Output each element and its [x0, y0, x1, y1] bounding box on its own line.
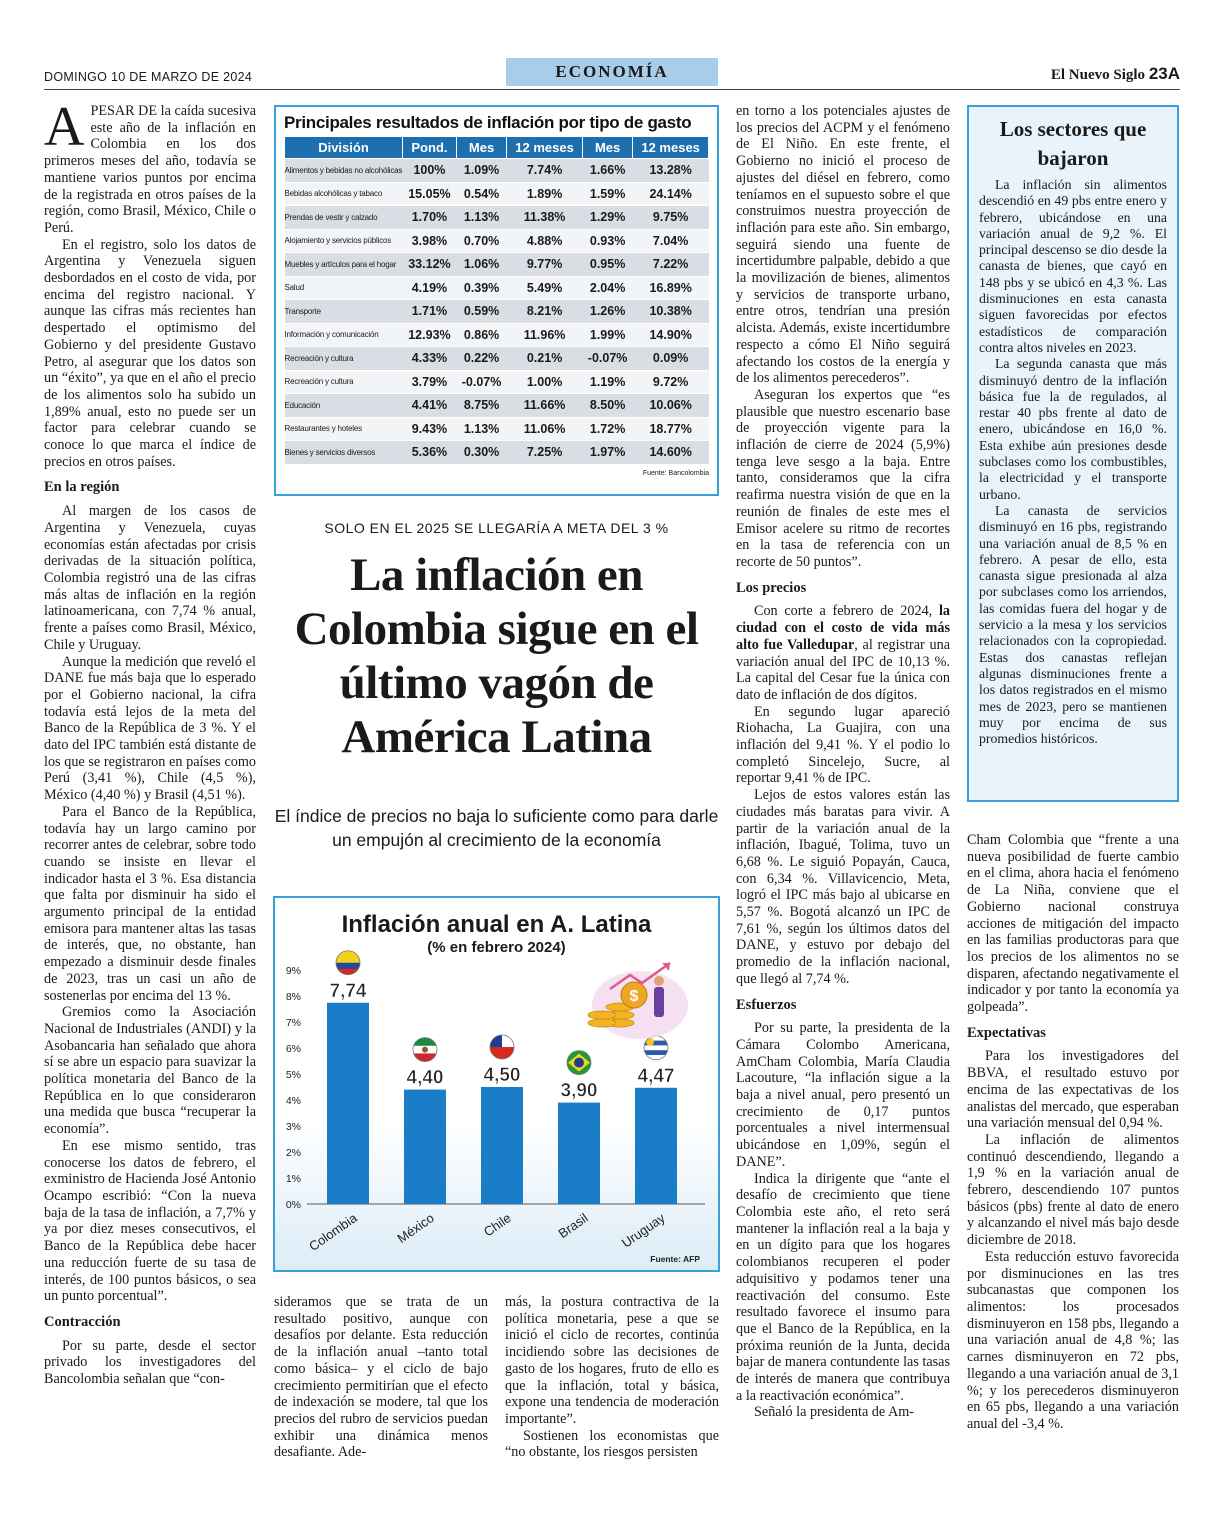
- table-cell: 4.41%: [403, 394, 457, 418]
- table-cell: 1.71%: [403, 300, 457, 324]
- brand-name: El Nuevo Siglo: [1050, 67, 1146, 83]
- subheading: Los precios: [736, 579, 807, 596]
- article-paragraph: más, la postura contractiva de la política monetaria, pese a que se inició el ciclo de recortes, continúa incidiendo sobre las decisiones de gasto de los hogares, fruto de ello es que la inflación, total y básica, expone una tendencia de moderación importante”.: [505, 1294, 719, 1427]
- table-cell: 9.77%: [507, 253, 583, 277]
- chart-source: Fuente: AFP: [650, 1254, 700, 1264]
- article-paragraph: La inflación de alimentos continuó descendiendo, llegando a 1,9 % en la variación anual de febrero, descendiendo 107 puntos básicos (pbs) frente al dato de enero y alcanzando el nivel más bajo desde diciembre de 2018.: [967, 1131, 1179, 1249]
- article-paragraph: Por su parte, desde el sector privado los investigadores del Bancolombia señalan que “con-: [44, 1337, 256, 1388]
- table-row-label: Alojamiento y servicios públicos: [285, 229, 403, 253]
- y-tick-label: 5%: [285, 1069, 301, 1081]
- table-column-header: Mes: [456, 137, 506, 159]
- table-cell: 1.66%: [582, 159, 632, 183]
- table-cell: 1.59%: [582, 182, 632, 206]
- x-tick-label: Colombia: [306, 1210, 360, 1254]
- table-row-label: Recreación y cultura: [285, 370, 403, 394]
- table-cell: 15.05%: [403, 182, 457, 206]
- article-column-5: [967, 832, 1179, 1464]
- table-cell: 0.86%: [456, 323, 506, 347]
- table-cell: 16.89%: [633, 276, 709, 300]
- table-cell: 11.66%: [507, 394, 583, 418]
- table-cell: 13.28%: [633, 159, 709, 183]
- table-row-label: Salud: [285, 276, 403, 300]
- table-row-label: Transporte: [285, 300, 403, 324]
- data-label: 7,74: [329, 980, 367, 1002]
- table-cell: 1.19%: [582, 370, 632, 394]
- chart-bar: [404, 1090, 446, 1204]
- table-cell: 10.06%: [633, 394, 709, 418]
- table-cell: 10.38%: [633, 300, 709, 324]
- table-row: [285, 229, 709, 253]
- article-paragraph: Para el Banco de la República, todavía hay un largo camino por recorrer antes de celebrar, sobre todo cuando se insiste en llevar el indicador hasta el 3 %. Esa distancia que falta por disminuir ha sido el argumento principal de la entidad emisora para mantener altas las tasas de interés, que, no obstante, han empezado a disminuir desde finales de 2023, tras un casi un año de sostenerlas por encima del 13 %.: [44, 803, 256, 1004]
- subheading: Esfuerzos: [736, 996, 797, 1013]
- table-cell: 3.98%: [403, 229, 457, 253]
- table-row: [285, 417, 709, 441]
- article-paragraph: Esta reducción estuvo favorecida por disminuciones en las tres subcanastas que componen los alimentos: los procesados disminuyeron en 158 pbs, llegando a una variación anual de 4,8 %; las carnes disminuyeron en 72 pbs, llegando a una variación anual de 3,1 %; y los perecederos disminuyeron en 65 pbs, llegando a una variación anual del -3,4 %.: [967, 1248, 1179, 1432]
- sidebar-title: Los sectores que bajaron: [999, 117, 1147, 170]
- table-row-label: Muebles y artículos para el hogar: [285, 253, 403, 277]
- chart-bar: [635, 1088, 677, 1204]
- sidebar-text: [979, 177, 1167, 747]
- article-paragraph: Sostienen los economistas que “no obstante, los riesgos persisten: [505, 1427, 719, 1461]
- deck: El índice de precios no baja lo suficiente como para darle un empujón al crecimiento de la economía: [274, 806, 719, 850]
- data-label: 4,50: [483, 1065, 521, 1086]
- y-tick-label: 7%: [285, 1017, 301, 1029]
- table-cell: 33.12%: [403, 253, 457, 277]
- table-cell: 2.04%: [582, 276, 632, 300]
- table-cell: 1.09%: [456, 159, 506, 183]
- article-paragraph: en torno a los potenciales ajustes de los precios del ACPM y el fenómeno de El Niño. En este frente, el Gobierno no inició el proceso de ajustes del diésel en febrero, como teníamos en el supuesto sobre el que construimos nuestra proyección de inflación para este año. Sin embargo, seguirá siendo una fuente de incertidumbre palpable, debido a que la movilización de bienes, alimentos y servicios de transporte urbano, entre otros, tendrían una presión alcista. Además, existe incertidumbre respecto a cómo El Niño seguirá afectando los costos de la energía y de los alimentos perecederos”.: [736, 103, 950, 387]
- headline: La inflación en Colombia sigue en el último vagón de América Latina: [294, 549, 699, 763]
- x-tick-label: Uruguay: [618, 1210, 668, 1251]
- drop-cap: A: [44, 103, 85, 158]
- table-cell: 3.79%: [403, 370, 457, 394]
- text-run: Con corte a febrero de 2024,: [754, 603, 939, 620]
- table-cell: 8.21%: [507, 300, 583, 324]
- table-column-header: Mes: [582, 137, 632, 159]
- table-cell: 14.90%: [633, 323, 709, 347]
- x-tick-label: Brasil: [555, 1210, 591, 1242]
- table-cell: 1.89%: [507, 182, 583, 206]
- table-column-header: 12 meses: [507, 137, 583, 159]
- table-row-label: Alimentos y bebidas no alcohólicas: [285, 159, 403, 183]
- table-cell: -0.07%: [582, 347, 632, 371]
- x-tick-label: México: [394, 1210, 437, 1247]
- table-cell: 1.00%: [507, 370, 583, 394]
- table-row: [285, 347, 709, 371]
- page-number: 23A: [1148, 64, 1180, 83]
- table-cell: 1.97%: [582, 441, 632, 465]
- subheading: Expectativas: [967, 1024, 1046, 1041]
- table-cell: 9.43%: [403, 417, 457, 441]
- table-title: Principales resultados de inflación por tipo de gasto: [284, 113, 692, 132]
- table-cell: 11.38%: [507, 206, 583, 230]
- table-cell: 7.25%: [507, 441, 583, 465]
- table-cell: 0.39%: [456, 276, 506, 300]
- article-paragraph: Para los investigadores del BBVA, el resultado estuvo por encima de las expectativas de los analistas del mercado, que esperaban una variación mensual del 0,94 %.: [967, 1048, 1179, 1132]
- table-source: Fuente: Bancolombia: [642, 469, 709, 477]
- article-paragraph: En ese mismo sentido, tras conocerse los datos de febrero, el exministro de Hacienda José Antonio Ocampo escribió: “Con la nueva baja de la tasa de inflación, a 7,7% y ya por diez meses consecutivos, el Banco de la República debe hacer una reducción fuerte de su tasa de interés, de 100 puntos básicos, o sea un punto porcentual”.: [44, 1137, 256, 1305]
- table-row: [285, 323, 709, 347]
- y-tick-label: 8%: [285, 991, 301, 1003]
- table-cell: 0.70%: [456, 229, 506, 253]
- table-column-header: 12 meses: [633, 137, 709, 159]
- person-head-icon: [654, 976, 664, 986]
- table-cell: 24.14%: [633, 182, 709, 206]
- article-paragraph: En el registro, solo los datos de Argentina y Venezuela siguen desbordados en el costo de vida, por encima del registro nacional. Y aunque las cifras más recientes han despertado el optimismo del Gobierno y del presidente Gustavo Petro, al asegurar que los datos son un “éxito”, ya que en el año el precio de los alimentos solo ha subido un 1,89% anual, esto no puede ser un factor para celebrar cuando se conoce lo que marca el índice de precios en otros países.: [44, 236, 256, 470]
- chart-bar: [481, 1087, 523, 1204]
- data-label: 4,40: [406, 1067, 444, 1089]
- table-row-label: Bienes y servicios diversos: [285, 441, 403, 465]
- y-tick-label: 2%: [285, 1147, 301, 1159]
- table-row: [285, 253, 709, 277]
- table-cell: 9.72%: [633, 370, 709, 394]
- table-cell: -0.07%: [456, 370, 506, 394]
- table-cell: 7.74%: [507, 159, 583, 183]
- sidebar-box: [967, 105, 1179, 802]
- person-figure-icon: [654, 987, 664, 1017]
- article-paragraph: Cham Colombia que “frente a una nueva posibilidad de fuerte cambio en el clima, ahora hacia el fenómeno de La Niña, conviene que el Gobierno nacional construya acciones de mitigación del impacto en las familias productoras para que los precios de los alimentos no se disparen, afectando negativamente el indicador y por tanto la economía ya golpeada”.: [967, 832, 1179, 1016]
- table-cell: 18.77%: [633, 417, 709, 441]
- article-column-2: [274, 1294, 488, 1464]
- table-cell: 0.22%: [456, 347, 506, 371]
- table-row-label: Recreación y cultura: [285, 347, 403, 371]
- table-cell: 0.21%: [507, 347, 583, 371]
- table-cell: 7.22%: [633, 253, 709, 277]
- table-cell: 1.99%: [582, 323, 632, 347]
- chart-title: Inflación anual en A. Latina: [341, 911, 652, 938]
- table-row-label: Restaurantes y hoteles: [285, 417, 403, 441]
- article-column-4: [736, 103, 950, 1463]
- table-row-label: Bebidas alcohólicas y tabaco: [285, 182, 403, 206]
- header-rule: [44, 89, 1180, 90]
- chart-bar: [558, 1103, 600, 1204]
- article-paragraph: Gremios como la Asociación Nacional de Industriales (ANDI) y la Asobancaria han señalado que ahora sí se abre un espacio para suavizar la política monetaria del Banco de la República en lo que consideraron una medida que busca “recuperar la economía”.: [44, 1004, 256, 1138]
- x-tick-label: Chile: [480, 1210, 514, 1240]
- bar-chart: [273, 896, 720, 1272]
- article-paragraph: Por su parte, la presidenta de la Cámara Colombo Americana, AmCham Colombia, María Claudia Lacouture, “la inflación sigue a la baja a nivel anual, pero presentó un crecimiento de 0,17 puntos porcentuales a nivel intermensual ubicándose en 1,09%, según el DANE”.: [736, 1020, 950, 1170]
- table-cell: 1.13%: [456, 206, 506, 230]
- inflation-table-box: [274, 105, 719, 496]
- table-row: [285, 441, 709, 465]
- table-cell: 7.04%: [633, 229, 709, 253]
- table-cell: 4.19%: [403, 276, 457, 300]
- article-paragraph: Al margen de los casos de Argentina y Venezuela, cuyas economías están afectadas por crisis derivadas de la situación política, Colombia registró una de las cifras más altas de inflación en la región latinoamericana, con 7,74 % anual, frente a países como Brasil, México, Chile y Uruguay.: [44, 503, 256, 653]
- table-cell: 5.49%: [507, 276, 583, 300]
- y-tick-label: 0%: [285, 1199, 301, 1211]
- data-label: 3,90: [560, 1080, 598, 1102]
- table-cell: 8.75%: [456, 394, 506, 418]
- table-cell: 1.72%: [582, 417, 632, 441]
- table-row: [285, 206, 709, 230]
- table-cell: 0.09%: [633, 347, 709, 371]
- table-cell: 5.36%: [403, 441, 457, 465]
- table-cell: 1.29%: [582, 206, 632, 230]
- table-cell: 0.30%: [456, 441, 506, 465]
- coin-icon: [588, 1019, 616, 1027]
- table-row-label: Educación: [285, 394, 403, 418]
- article-paragraph: Aunque la medición que reveló el DANE fue más baja que lo esperado por el Gobierno nacional, la cifra todavía está lejos de la meta del Banco de la República de 3 %. Y el dato del IPC también está distante de los que se registraron en países como Perú (3,41 %), Chile (4,5 %), México (4,40 %) y Brasil (4,51 %).: [44, 653, 256, 804]
- chart-subtitle: (% en febrero 2024): [427, 939, 566, 956]
- table-row: [285, 159, 709, 183]
- subheading: En la región: [44, 479, 120, 496]
- coin-icon: [588, 1011, 616, 1019]
- text-run: , al registrar una variación anual del IPC de 10,13 %. La capital del Cesar fue la única con dato de inflación de dos dígitos.: [736, 636, 950, 703]
- table-cell: 1.26%: [582, 300, 632, 324]
- table-row: [285, 182, 709, 206]
- article-column-1: [44, 103, 256, 1463]
- table-cell: 14.60%: [633, 441, 709, 465]
- sidebar-paragraph: La canasta de servicios disminuyó en 16 pbs, registrando una variación anual de 8,5 % en febrero. A pesar de ello, esta canasta sigue presionada al alza por subclases como los arriendos, las comidas fuera del hogar y de servicio a la mesa y los servicios relacionados con la copropiedad. Estas dos canastas reflejan algunas disminuciones frente a los datos registrados en el mismo mes de 2023, pero se mantienen muy por encima de sus promedios históricos.: [979, 502, 1167, 747]
- table-cell: 0.59%: [456, 300, 506, 324]
- table-row: [285, 276, 709, 300]
- table-column-header: Pond.: [403, 137, 457, 159]
- table-cell: 9.75%: [633, 206, 709, 230]
- table-cell: 0.93%: [582, 229, 632, 253]
- table-cell: 4.33%: [403, 347, 457, 371]
- y-tick-label: 1%: [285, 1173, 301, 1185]
- kicker: SOLO EN EL 2025 SE LLEGARÍA A META DEL 3 %: [324, 520, 669, 536]
- data-label: 4,47: [637, 1065, 675, 1087]
- sidebar-paragraph: La inflación sin alimentos descendió en 49 pbs entre enero y febrero, ubicándose en una variación anual de 9,2 %. El principal descenso se dio desde la canasta de bienes, que cayó en 148 pbs y se ubicó en 4,3 %. Las disminuciones en esta canasta siguen favorecidas por efectos estadísticos de comparación contra altos niveles en 2023.: [979, 177, 1167, 355]
- section-label: ECONOMÍA: [506, 58, 718, 86]
- table-row: [285, 394, 709, 418]
- article-paragraph: Lejos de estos valores están las ciudades más baratas para vivir. A partir de la variación anual de la inflación, Ibagué, Tolima, tuvo un 6,68 %. Le siguió Popayán, Cauca, con 6,34 %. Villavicencio, Meta, logró el IPC más bajo al ubicarse en 5,57 %. Bogotá alcanzó un IPC de 7,61 %, según los últimos datos del DANE, y estuvo por debajo del promedio de la inflación nacional, que llegó al 7,74 %.: [736, 787, 950, 987]
- page-date: DOMINGO 10 DE MARZO DE 2024: [44, 70, 253, 84]
- table-row: [285, 300, 709, 324]
- chart-bar: [327, 1003, 369, 1204]
- subheading: Contracción: [44, 1313, 121, 1330]
- table-cell: 1.13%: [456, 417, 506, 441]
- table-cell: 0.95%: [582, 253, 632, 277]
- table-row-label: Prendas de vestir y calzado: [285, 206, 403, 230]
- y-tick-label: 3%: [285, 1121, 301, 1133]
- table-row: [285, 370, 709, 394]
- sidebar-paragraph: La segunda canasta que más disminuyó dentro de la inflación básica fue la de regulados, al restar 40 pbs frente al dato de enero, ubicándose en 16,0 %. Esta exhibe aún presiones desde subclases como los combustibles, la electricidad y el transporte urbano.: [979, 356, 1167, 502]
- table-row-label: Información y comunicación: [285, 323, 403, 347]
- article-paragraph: [736, 603, 950, 703]
- article-column-3: [505, 1294, 719, 1464]
- y-tick-label: 6%: [285, 1043, 301, 1055]
- table-cell: 100%: [403, 159, 457, 183]
- y-tick-label: 4%: [285, 1095, 301, 1107]
- article-paragraph: Aseguran los expertos que “es plausible que nuestro escenario base de proyección vigente para la inflación de cierre de 2024 (5,9%) tenga leve sesgo a la baja. Entre tanto, consideramos que la cifra reafirma nuestra visión de que en la reunión de finales de este mes el Emisor acelere su ritmo de recortes en la tasa de referencia con un recorte de 50 puntos”.: [736, 386, 950, 570]
- table-cell: 11.96%: [507, 323, 583, 347]
- table-cell: 11.06%: [507, 417, 583, 441]
- table-cell: 12.93%: [403, 323, 457, 347]
- bold-text-run: la ciudad con el costo de vida más alto fue Valledupar: [736, 603, 950, 653]
- article-paragraph: Indica la dirigente que “ante el desafío de crecimiento que tiene Colombia este año, el reto será mantener la inflación real a la baja y en un dígito para que los hogares colombianos recuperen el poder adquisitivo y podamos tener una reactivación del consumo. Este resultado favorece el insumo para que el Banco de la República, en la próxima reunión de la Junta, decida bajar de manera contundente las tasas de interés de manera que contribuya a la reactivación económica”.: [736, 1170, 950, 1404]
- table-cell: 4.88%: [507, 229, 583, 253]
- table-cell: 0.54%: [456, 182, 506, 206]
- article-paragraph: sideramos que se trata de un resultado positivo, aunque con desafíos por delante. Esta reducción de la inflación anual –tanto total como básica– y el ciclo de bajo crecimiento permitirían que el efecto de indexación se modere, tal que los precios del rubro de servicios puedan exhibir una dinámica menos desafiante. Ade-: [274, 1294, 488, 1461]
- chart-canvas: [275, 898, 718, 1270]
- table-column-header: División: [285, 137, 403, 159]
- article-paragraph: En segundo lugar apareció Riohacha, La Guajira, con una inflación del 9,41 %. Y el podio lo completó Sincelejo, Sucre, al reportar 9,41 % de IPC.: [736, 703, 950, 787]
- table-header-row: [285, 137, 709, 159]
- article-paragraph: PESAR DE la caída sucesiva este año de la inflación en Colombia en los dos primeros meses del año, todavía se mantiene varios puntos por encima de la registrada en otros países de la región, como Brasil, México, Chile o Perú.: [44, 103, 256, 236]
- masthead: [1051, 64, 1180, 84]
- table-cell: 8.50%: [582, 394, 632, 418]
- table-cell: 1.70%: [403, 206, 457, 230]
- inflation-table: [284, 136, 709, 465]
- dollar-sign-icon: $: [629, 988, 639, 1005]
- y-tick-label: 9%: [285, 965, 301, 977]
- article-paragraph: Señaló la presidenta de Am-: [754, 1404, 914, 1421]
- table-cell: 1.06%: [456, 253, 506, 277]
